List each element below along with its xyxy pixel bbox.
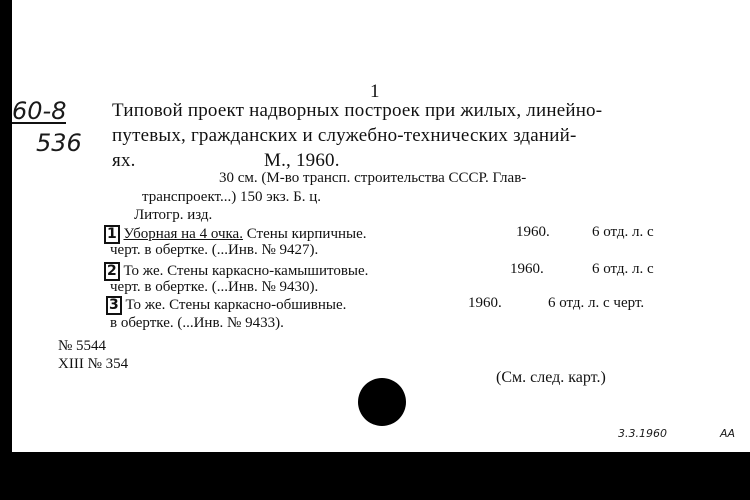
desc-line-2: транспроект...) 150 экз. Б. ц. xyxy=(142,189,322,205)
entry-2-line-2: черт. в обертке. (...Инв. № 9430). xyxy=(110,279,319,295)
title-line-2: путевых, гражданских и служебно-технических зданий- xyxy=(112,125,577,146)
entry-3-sheets: 6 отд. л. с черт. xyxy=(548,295,645,311)
stamp-initials: АА xyxy=(720,427,736,440)
title-line-3: ях. xyxy=(112,150,136,171)
punch-hole xyxy=(358,378,406,426)
entry-3-mark: 3 xyxy=(106,296,122,315)
entry-2-title: То же. Стены каркасно-камышитовые. xyxy=(123,263,369,279)
entry-1-line-2: черт. в обертке. (...Инв. № 9427). xyxy=(110,242,319,258)
entry-3-line-2: в обертке. (...Инв. № 9433). xyxy=(110,315,284,331)
shelfmark-top: 60-8 xyxy=(12,97,67,125)
entry-1-sheets: 6 отд. л. с xyxy=(592,224,654,240)
card-number: 1 xyxy=(370,81,380,102)
accession-number: № 5544 xyxy=(58,338,107,354)
entry-3-title: То же. Стены каркасно-обшивные. xyxy=(125,297,347,313)
left-border xyxy=(0,0,12,500)
entry-3-line-1 xyxy=(106,296,346,315)
title-line-1: Типовой проект надворных построек при жилых, линейно- xyxy=(112,100,603,121)
entry-3-year: 1960. xyxy=(468,295,502,311)
imprint: М., 1960. xyxy=(264,150,340,171)
entry-2-mark: 2 xyxy=(104,262,120,281)
entry-2-sheets: 6 отд. л. с xyxy=(592,261,654,277)
catalog-card xyxy=(12,0,750,452)
shelfmark-bottom: 536 xyxy=(36,129,82,157)
entry-1-title: Уборная на 4 очка. xyxy=(123,226,243,242)
section-number: XIII № 354 xyxy=(58,356,129,372)
entry-1-walls: Стены кирпичные. xyxy=(242,226,367,242)
bottom-border xyxy=(0,452,750,500)
desc-line-1: 30 см. (М-во трансп. строительства СССР. Глав- xyxy=(219,170,527,186)
stamp-date: 3.3.1960 xyxy=(618,427,667,440)
entry-1-year: 1960. xyxy=(516,224,550,240)
continued-note: (См. след. карт.) xyxy=(496,369,606,386)
entry-1-mark: 1 xyxy=(104,225,120,244)
desc-line-3: Литогр. изд. xyxy=(134,207,213,223)
entry-2-year: 1960. xyxy=(510,261,544,277)
